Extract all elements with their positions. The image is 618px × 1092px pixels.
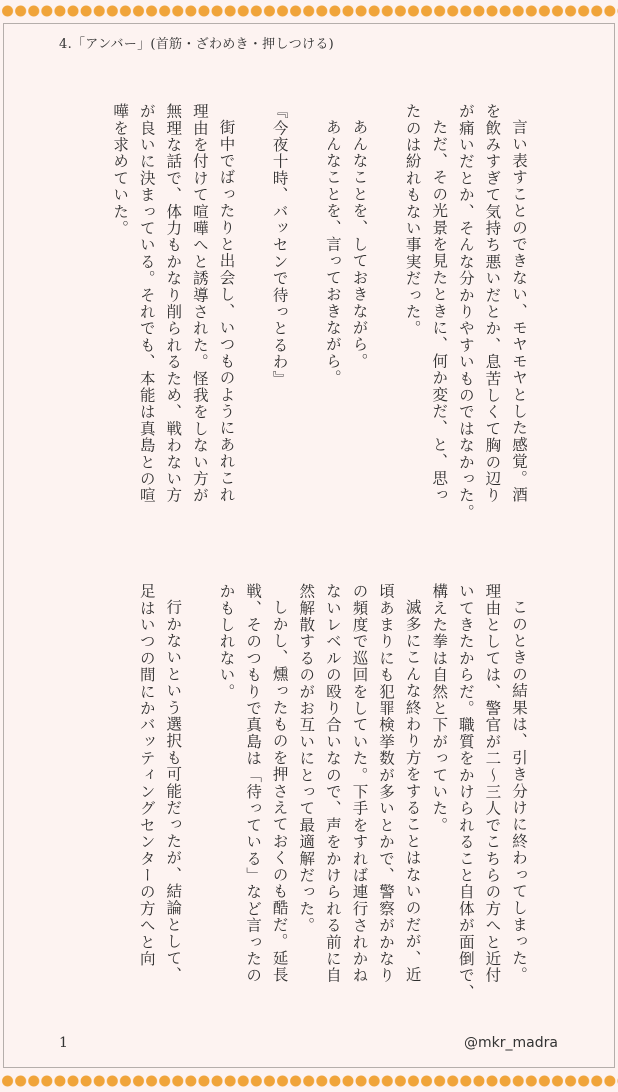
text-line	[372, 103, 399, 533]
upper-text-block	[107, 103, 533, 533]
bottom-dot-border	[0, 1070, 618, 1092]
text-line: の頻度で巡回をしていた。下手をすれば連行されかね	[350, 583, 369, 984]
text-line: 『今夜十時、バッセンで待っとるわ』	[270, 103, 289, 387]
text-line: このときの結果は、引き分けに終わってしまった。	[510, 598, 528, 983]
text-line: 嘩を求めていた。	[111, 103, 130, 237]
page-number: 1	[59, 1035, 68, 1051]
text-line: が痛いだとか、そんな分かりやすいものではなかった。	[456, 103, 475, 521]
text-line: ないレベルの殴り合いなので、声をかけられる前に自	[323, 583, 342, 984]
text-line: かもしれない。	[217, 583, 236, 700]
text-line: 滅多にこんな終わり方をすることはないのだが、近	[403, 598, 422, 983]
text-line: 頃あまりにも犯罪検挙数が多いとかで、警察がかなり	[377, 583, 396, 984]
top-dot-border	[0, 0, 618, 22]
text-line: いてきたからだ。職質をかけられること自体が面倒で、	[456, 583, 475, 1001]
text-line: たのは紛れもない事実だった。	[403, 103, 422, 337]
text-line: あんなことを、しておきながら。	[350, 118, 369, 369]
text-line: 理由としては、警官が二〜三人でこちらの方へと近付	[483, 583, 502, 984]
text-line: あんなことを、言っておきながら。	[323, 118, 342, 386]
text-line	[239, 103, 266, 533]
text-line	[293, 103, 320, 533]
text-line: 構えた拳は自然と下がっていた。	[430, 583, 449, 834]
text-line: 行かないという選択も可能だったが、結論として、	[164, 598, 183, 983]
text-line: を飲みすぎて気持ち悪いだとか、息苦しくて胸の辺り	[483, 103, 502, 504]
text-line: 街中でばったりと出会し、いつものようにあれこれ	[217, 118, 236, 503]
text-line: ただ、その光景を見たときに、何か変だ、と、思っ	[430, 118, 449, 503]
text-line: 然解散するのがお互いにとって最適解だった。	[297, 583, 316, 934]
lower-text-block	[133, 583, 532, 1023]
text-line: しかし、燻ったものを押さえておくのも酷だ。延長	[270, 598, 289, 983]
text-line: 戦、そのつもりで真島は「待っている」など言ったの	[244, 583, 263, 984]
text-line	[186, 583, 213, 1023]
chapter-title: 4.「アンバー」(首筋・ざわめき・押しつける)	[59, 37, 335, 52]
text-line: 足はいつの間にかバッティングセンターの方へと向	[137, 583, 156, 968]
text-line: 理由を付けて喧嘩へと誘導された。怪我をしない方が	[190, 103, 209, 504]
text-line: 言い表すことのできない、モヤモヤとした感覚。酒	[510, 118, 528, 503]
text-line: 無理な話で、体力もかなり削られるため、戦わない方	[164, 103, 183, 504]
author-handle: @mkr_madra	[464, 1035, 558, 1051]
text-line: が良いに決まっている。それでも、本能は真島との喧	[137, 103, 156, 504]
